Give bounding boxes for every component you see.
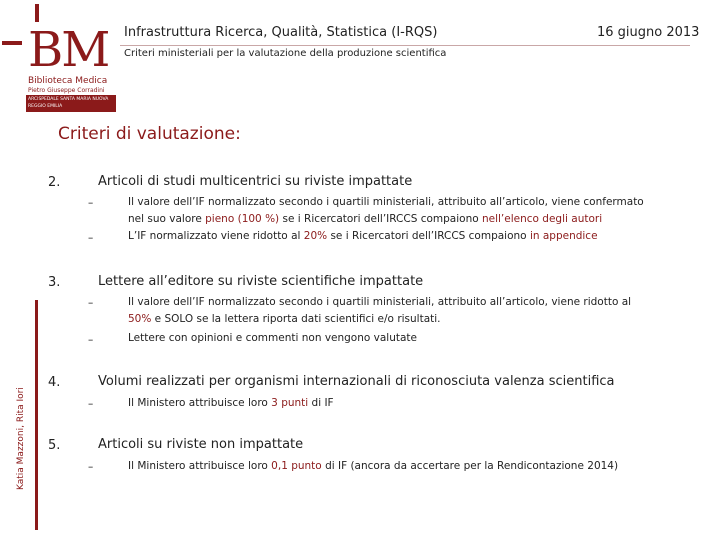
header-separator: [120, 45, 690, 46]
text-run: Il Ministero attribuisce loro: [128, 460, 272, 472]
highlight-run: 3 punti: [271, 397, 309, 409]
item-heading: Articoli su riviste non impattate: [98, 437, 304, 452]
section-title: Criteri di valutazione:: [58, 124, 241, 144]
bullet-dash: –: [88, 334, 94, 346]
highlight-run: in appendice: [529, 230, 598, 242]
item-number: 3.: [48, 275, 61, 290]
logo-subname: Pietro Giuseppe Corradini: [28, 87, 105, 94]
text-run: nel suo valore: [128, 213, 206, 225]
side-author-label: Katia Mazzoni, Rita Iori: [16, 387, 26, 490]
bullet-line: [128, 294, 631, 311]
text-run: L’IF normalizzato viene ridotto al: [128, 230, 304, 242]
item-number: 4.: [48, 375, 61, 390]
text-run: se i Ricercatori dell’IRCCS compaiono: [327, 230, 530, 242]
text-run: Lettere con opinioni e commenti non vengono valutate: [128, 332, 417, 344]
logo-name: Biblioteca Medica: [28, 76, 108, 86]
library-logo: [26, 22, 116, 112]
logo-band-line1: ARCISPEDALE SANTA MARIA NUOVA: [28, 97, 109, 102]
bullet-dash: –: [88, 232, 94, 244]
bullet-text: [128, 395, 334, 412]
highlight-run: 50%: [128, 313, 152, 325]
bullet-line: [128, 228, 598, 245]
text-run: se i Ricercatori dell’IRCCS compaiono: [279, 213, 482, 225]
text-run: di IF: [308, 397, 334, 409]
item-number: 5.: [48, 438, 61, 453]
bullet-text: [128, 330, 417, 347]
highlight-run: 20%: [303, 230, 328, 242]
header-title: Infrastruttura Ricerca, Qualità, Statistica (I-RQS): [124, 25, 438, 40]
item-heading: Articoli di studi multicentrici su riviste impattate: [98, 174, 413, 189]
decorative-line-vertical: [35, 300, 38, 530]
bullet-text: [128, 228, 598, 245]
header-date: 16 giugno 2013: [597, 25, 700, 40]
bullet-dash: –: [88, 398, 94, 410]
logo-band-line2: REGGIO EMILIA: [28, 104, 63, 109]
text-run: Il Ministero attribuisce loro: [128, 397, 272, 409]
bullet-line: [128, 330, 417, 347]
header-subtitle: Criteri ministeriali per la valutazione della produzione scientifica: [124, 48, 447, 59]
bullet-line: [128, 311, 631, 328]
bullet-line: [128, 458, 618, 475]
text-run: Il valore dell’IF normalizzato secondo i quartili ministeriali, attribuito all’articolo, viene confermato: [128, 196, 644, 208]
text-run: di IF (ancora da accertare per la Rendicontazione 2014): [321, 460, 619, 472]
bullet-dash: –: [88, 461, 94, 473]
bullet-line: [128, 395, 334, 412]
text-run: e SOLO se la lettera riporta dati scientifici e/o risultati.: [151, 313, 441, 325]
bullet-text: [128, 458, 618, 475]
logo-mark: BM: [28, 22, 109, 78]
item-heading: Lettere all’editore su riviste scientifiche impattate: [98, 274, 424, 289]
decorative-line-top: [35, 4, 39, 22]
text-run: Il valore dell’IF normalizzato secondo i quartili ministeriali, attribuito all’articolo, viene ridotto al: [128, 296, 632, 308]
highlight-run: 0,1 punto: [271, 460, 322, 472]
bullet-text: [128, 194, 644, 228]
bullet-dash: –: [88, 297, 94, 309]
bullet-dash: –: [88, 197, 94, 209]
bullet-text: [128, 294, 631, 328]
decorative-line-left: [2, 41, 22, 45]
highlight-run: nell’elenco degli autori: [481, 213, 603, 225]
highlight-run: pieno (100 %): [205, 213, 280, 225]
bullet-line: [128, 194, 644, 211]
item-number: 2.: [48, 175, 61, 190]
item-heading: Volumi realizzati per organismi internazionali di riconosciuta valenza scientifica: [98, 374, 615, 389]
bullet-line: [128, 211, 644, 228]
